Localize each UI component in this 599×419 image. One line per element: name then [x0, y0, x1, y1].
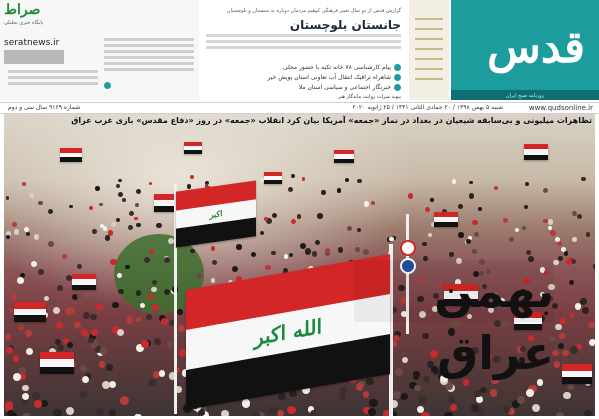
crowd-figure: [340, 387, 347, 394]
crowd-figure: [517, 396, 525, 404]
crowd-figure: [272, 213, 277, 218]
crowd-figure: [357, 179, 361, 183]
crowd-figure: [99, 361, 105, 367]
iraq-flag: [184, 142, 202, 154]
crowd-figure: [34, 400, 42, 408]
crowd-figure: [570, 346, 578, 354]
crowd-figure: [110, 259, 116, 265]
crowd-figure: [34, 234, 40, 240]
crowd-figure: [134, 414, 142, 416]
crowd-figure: [154, 338, 161, 345]
header: [0, 0, 599, 100]
crowd-figure: [112, 302, 119, 309]
crowd-figure: [134, 217, 138, 221]
crowd-figure: [128, 225, 133, 230]
crowd-figure: [305, 248, 311, 254]
crowd-figure: [96, 304, 102, 310]
crowd-figure: [22, 393, 29, 400]
issue-number: شماره ۹۱۶۹ سال سی و دوم: [8, 104, 81, 111]
crowd-figure: [339, 393, 346, 400]
iraq-flag: [562, 364, 592, 384]
crowd-figure: [117, 273, 122, 278]
masthead-subline: روزنامه صبح ایران: [505, 93, 545, 99]
crowd-figure: [129, 211, 134, 216]
crowd-figure: [53, 307, 60, 314]
iraq-flag: [40, 352, 74, 374]
editorial-bullet[interactable]: پیوند میراث روایت ماندگار هنر: [338, 94, 401, 100]
crowd-figure: [271, 251, 275, 255]
crowd-figure: [363, 391, 370, 398]
crowd-figure: [472, 249, 477, 254]
crowd-figure: [44, 296, 49, 301]
crowd-figure: [122, 198, 126, 202]
crowd-figure: [136, 223, 141, 228]
editorial-bullet[interactable]: خبرنگار اجتماعی و سیاسی استان ملا: [299, 84, 401, 91]
crowd-figure: [242, 399, 250, 407]
crowd-figure: [355, 247, 360, 252]
crowd-figure: [300, 243, 306, 249]
crowd-figure: [161, 318, 167, 324]
crowd-figure: [490, 389, 497, 396]
crowd-figure: [543, 188, 548, 193]
calligraphy-line: [415, 68, 443, 70]
crowd-figure: [325, 248, 330, 253]
crowd-figure: [400, 393, 407, 400]
iraq-flag: [60, 148, 82, 162]
crowd-figure: [526, 389, 534, 397]
crowd-figure: [428, 233, 432, 237]
serat-logo: صراط: [4, 2, 41, 18]
crowd-figure: [13, 373, 21, 381]
crowd-figure: [425, 207, 430, 212]
crowd-figure: [321, 190, 325, 194]
iraq-flag: [14, 302, 46, 322]
crowd-figure: [503, 218, 508, 223]
crowd-figure: [211, 246, 216, 251]
crowd-figure: [68, 307, 75, 314]
crowd-figure: [356, 383, 363, 390]
crowd-figure: [458, 232, 463, 237]
crowd-figure: [509, 237, 514, 242]
crowd-figure: [80, 365, 87, 372]
editorial-kicker: گزارش قدس از دو سال تغییر فرهنگی کوهیم مردمان دوباره به سیستان و بلوچستان: [226, 8, 401, 14]
calligraphy-line: [415, 18, 443, 20]
crowd-figure: [89, 206, 93, 210]
crowd-figure: [466, 239, 471, 244]
crowd-figure: [554, 361, 560, 367]
crowd-figure: [6, 235, 10, 239]
crowd-figure: [449, 252, 454, 257]
crowd-figure: [543, 219, 547, 223]
crowd-figure: [265, 265, 271, 271]
crowd-figure: [366, 378, 373, 385]
crowd-figure: [422, 333, 429, 340]
crowd-figure: [90, 314, 97, 321]
serat-subtitle: پایگاه خبری تحلیلی: [4, 20, 44, 26]
crowd-figure: [152, 304, 159, 311]
crowd-figure: [22, 182, 26, 186]
crowd-figure: [577, 214, 582, 219]
crowd-figure: [136, 317, 142, 323]
crowd-figure: [66, 275, 72, 281]
crowd-figure: [88, 338, 94, 344]
crowd-figure: [347, 226, 352, 231]
crowd-figure: [144, 257, 150, 263]
crowd-figure: [444, 412, 453, 416]
crowd-figure: [49, 299, 56, 306]
crowd-figure: [151, 287, 156, 292]
crowd-figure: [289, 253, 293, 257]
crowd-figure: [338, 247, 343, 252]
crowd-figure: [25, 330, 32, 337]
crowd-figure: [13, 355, 19, 361]
crowd-figure: [474, 390, 481, 397]
crowd-figure: [302, 177, 306, 181]
lead-photo: [4, 114, 595, 416]
crowd-figure: [118, 289, 124, 295]
crowd-figure: [108, 230, 114, 236]
crowd-figure: [100, 347, 108, 355]
crowd-figure: [146, 314, 151, 319]
calligraphy-line: [415, 58, 443, 60]
crowd-figure: [57, 285, 63, 291]
crowd-figure: [555, 324, 562, 331]
crowd-figure: [77, 293, 83, 299]
crowd-figure: [178, 325, 185, 332]
crowd-figure: [522, 226, 526, 230]
crowd-figure: [32, 392, 40, 400]
crowd-figure: [135, 203, 139, 207]
crowd-figure: [48, 209, 53, 214]
flag-script: الله اکبر: [253, 313, 323, 350]
crowd-figure: [317, 213, 323, 219]
crowd-figure: [17, 277, 24, 284]
crowd-figure: [524, 205, 528, 209]
info-bar: [0, 102, 599, 114]
crowd-figure: [69, 205, 73, 209]
crowd-figure: [548, 219, 553, 224]
crowd-figure: [190, 175, 194, 179]
photo-caption: تظاهرات میلیونی و بی‌سابقه شیعیان در بغداد در نماز «جمعه» آمریکا بیان کرد انقلاب «جمعه» در روز «دفاع مقدس» بازی غرب عراق: [71, 116, 592, 125]
crowd-figure: [423, 376, 431, 384]
crowd-figure: [526, 250, 531, 255]
crowd-figure: [179, 349, 187, 357]
teaser-column[interactable]: [8, 68, 98, 88]
editorial-bullet[interactable]: پیام کارشناسی ۷۸ خانه تکیه با حضور محلی: [283, 64, 401, 71]
crowd-figure: [558, 343, 564, 349]
crowd-figure: [284, 254, 289, 259]
crowd-figure: [95, 186, 100, 191]
crowd-figure: [369, 399, 377, 407]
crowd-figure: [83, 312, 90, 319]
editorial-body-lines: [206, 34, 401, 56]
newspaper-logo: قدس: [487, 22, 585, 73]
crowd-figure: [48, 241, 54, 247]
crowd-figure: [22, 385, 29, 392]
crowd-figure: [38, 201, 42, 205]
crowd-figure: [558, 256, 563, 261]
iraq-flag: [264, 172, 282, 184]
crowd-figure: [556, 412, 564, 416]
crowd-figure: [310, 410, 318, 416]
crowd-figure: [364, 201, 369, 206]
iraq-flag: [434, 212, 458, 227]
crowd-figure: [572, 237, 577, 242]
calligraphy-line: [415, 38, 443, 40]
crowd-figure: [141, 340, 148, 347]
crowd-figure: [187, 184, 191, 188]
crowd-figure: [9, 412, 16, 416]
crowd-figure: [562, 350, 569, 357]
crowd-figure: [81, 329, 87, 335]
crowd-figure: [368, 408, 376, 416]
crowd-figure: [211, 278, 216, 283]
iraq-flag: [524, 144, 548, 160]
crowd-figure: [287, 406, 295, 414]
crowd-figure: [62, 254, 66, 258]
crowd-figure: [31, 261, 37, 267]
crowd-figure: [548, 226, 552, 230]
crowd-figure: [452, 179, 457, 184]
crowd-figure: [118, 179, 121, 182]
crowd-figure: [118, 192, 123, 197]
crowd-figure: [571, 259, 576, 264]
crowd-figure: [106, 364, 114, 372]
crowd-figure: [96, 408, 104, 416]
crowd-figure: [560, 318, 566, 324]
crowd-figure: [408, 193, 413, 198]
crowd-figure: [148, 379, 156, 387]
crowd-figure: [394, 335, 400, 341]
crowd-figure: [550, 230, 556, 236]
crowd-figure: [393, 391, 401, 399]
crowd-figure: [41, 400, 48, 407]
crowd-figure: [221, 410, 229, 416]
crowd-figure: [116, 218, 120, 222]
crowd-figure: [102, 381, 110, 389]
serat-url[interactable]: seratnews.ir: [4, 38, 60, 48]
crowd-figure: [448, 396, 455, 403]
crowd-figure: [116, 184, 120, 188]
bullet-icon: [394, 64, 401, 71]
crowd-figure: [126, 316, 133, 323]
crowd-figure: [177, 309, 182, 314]
crowd-figure: [167, 341, 174, 348]
iraq-flag-medium: اکبر: [176, 180, 256, 247]
crowd-figure: [288, 187, 293, 192]
teaser-column[interactable]: [104, 36, 194, 93]
crowd-figure: [427, 361, 434, 368]
crowd-figure: [164, 289, 170, 295]
crowd-figure: [291, 219, 296, 224]
crowd-figure: [581, 177, 585, 181]
calligraphy-line: [415, 78, 443, 80]
crowd-figure: [111, 222, 116, 227]
crowd-figure: [421, 412, 429, 416]
crowd-figure: [584, 410, 591, 416]
crowd-figure: [99, 203, 103, 207]
crowd-figure: [6, 347, 13, 354]
crowd-figure: [82, 376, 89, 383]
masthead: [451, 0, 599, 100]
crowd-figure: [418, 396, 426, 404]
crowd-figure: [212, 260, 217, 265]
crowd-figure: [525, 182, 529, 186]
crowd-figure: [315, 240, 320, 245]
editorial-bullet[interactable]: شاهراه ترافیک انتقال آب تعاونی استان پویش خیر: [268, 74, 402, 81]
editorial-headline[interactable]: جانستان بلوچستان: [289, 18, 401, 32]
crowd-figure: [291, 174, 295, 178]
crowd-figure: [117, 329, 124, 336]
crowd-figure: [580, 298, 587, 305]
crowd-figure: [251, 252, 256, 257]
crowd-figure: [5, 334, 11, 340]
crowd-figure: [363, 249, 369, 255]
crowd-figure: [29, 193, 34, 198]
crowd-figure: [80, 391, 87, 398]
crowd-figure: [120, 396, 129, 405]
crowd-figure: [494, 186, 498, 190]
crowd-figure: [471, 404, 479, 412]
crowd-figure: [563, 392, 570, 399]
bullet-icon: [394, 74, 401, 81]
crowd-figure: [24, 227, 29, 232]
crowd-figure: [402, 357, 408, 363]
crowd-figure: [190, 249, 195, 254]
crowd-figure: [515, 228, 520, 233]
crowd-figure: [251, 411, 260, 416]
crowd-figure: [38, 269, 44, 275]
crowd-figure: [77, 264, 82, 269]
crowd-figure: [196, 273, 202, 279]
crowd-figure: [105, 235, 111, 241]
crowd-figure: [91, 329, 98, 336]
crowd-figure: [14, 229, 20, 235]
crowd-figure: [26, 348, 33, 355]
crowd-figure: [469, 193, 474, 198]
crowd-figure: [136, 189, 141, 194]
thumbnail-strip: [4, 50, 64, 64]
crowd-figure: [236, 244, 242, 250]
iraq-flag: [72, 274, 96, 290]
crowd-figure: [395, 368, 402, 375]
main-headline[interactable]: بهمن عراق: [354, 260, 554, 322]
crowd-figure: [278, 393, 285, 400]
crowd-figure: [582, 307, 589, 314]
crowd-figure: [11, 294, 17, 300]
crowd-figure: [566, 259, 572, 265]
crowd-figure: [66, 407, 74, 415]
crowd-figure: [594, 343, 595, 349]
crowd-figure: [357, 228, 361, 232]
crowd-figure: [469, 181, 473, 185]
crowd-figure: [450, 404, 457, 411]
crowd-figure: [5, 401, 13, 409]
crowd-figure: [109, 409, 116, 416]
crowd-figure: [559, 333, 565, 339]
left-teasers: [0, 0, 199, 100]
iraq-flag: [334, 150, 354, 163]
crowd-figure: [389, 237, 394, 242]
crowd-figure: [586, 232, 591, 237]
crowd-figure: [57, 344, 64, 351]
crowd-figure: [22, 413, 31, 416]
crowd-figure: [109, 381, 116, 388]
teaser-bullet-icon: [104, 82, 111, 89]
crowd-figure: [92, 229, 97, 234]
publication-date: شنبه ۵ بهمن ۱۳۹۸ / ۲۰ جمادی الثانی ۱۴۴۱ / ۲۵ ژانویه ۲۰۲۰: [352, 104, 503, 111]
crowd-figure: [588, 322, 595, 329]
crowd-figure: [297, 214, 302, 219]
crowd-figure: [312, 251, 317, 256]
crowd-figure: [12, 222, 17, 227]
bullet-icon: [394, 84, 401, 91]
crowd-figure: [26, 232, 30, 236]
crowd-figure: [430, 198, 434, 202]
crowd-figure: [569, 280, 575, 286]
crowd-figure: [422, 242, 427, 247]
calligraphy-line: [415, 28, 443, 30]
crowd-figure: [337, 188, 342, 193]
editorial-teaser[interactable]: [198, 0, 409, 100]
crowd-figure: [569, 313, 575, 319]
crowd-figure: [67, 342, 73, 348]
crowd-figure: [53, 409, 62, 416]
crowd-figure: [232, 266, 238, 272]
crowd-figure: [414, 385, 421, 392]
crowd-figure: [478, 207, 482, 211]
crowd-figure: [474, 232, 479, 237]
crowd-figure: [149, 182, 152, 185]
crowd-figure: [6, 196, 10, 200]
crowd-figure: [472, 220, 478, 226]
website[interactable]: www.qudsonline.ir: [528, 104, 593, 112]
crowd-figure: [371, 201, 375, 205]
crowd-figure: [458, 204, 463, 209]
crowd-figure: [125, 265, 130, 270]
crowd-figure: [593, 264, 595, 269]
crowd-figure: [260, 231, 264, 235]
crowd-figure: [345, 178, 350, 183]
crowd-figure: [156, 223, 161, 228]
no-entry-sign-icon: [400, 240, 416, 256]
crowd-figure: [532, 404, 540, 412]
crowd-figure: [159, 370, 165, 376]
crowd-figure: [413, 374, 420, 381]
calligraphy-line: [415, 48, 443, 50]
crowd-figure: [56, 322, 63, 329]
calligraphy-panel: [409, 0, 449, 100]
